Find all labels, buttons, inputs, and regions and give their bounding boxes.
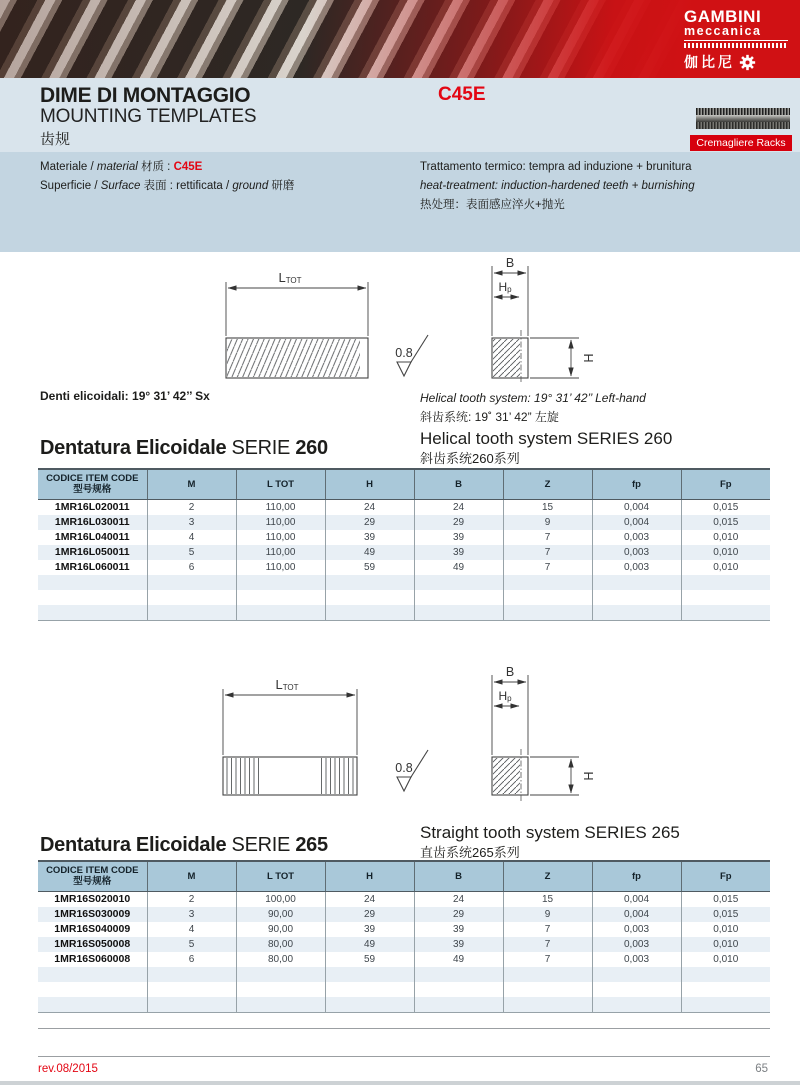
value-cell: 110,00 bbox=[236, 560, 325, 575]
value-cell: 2 bbox=[147, 499, 236, 515]
brand-logo bbox=[684, 8, 788, 72]
column-header: fp bbox=[592, 469, 681, 499]
rack-product-image bbox=[696, 108, 790, 129]
value-cell: 59 bbox=[325, 952, 414, 967]
page-number: 65 bbox=[755, 1063, 768, 1075]
rack-teeth-top bbox=[696, 108, 790, 115]
value-cell: 29 bbox=[325, 515, 414, 530]
column-header: B bbox=[414, 861, 503, 891]
page-bottom-edge bbox=[0, 1081, 800, 1085]
value-cell: 39 bbox=[325, 922, 414, 937]
section-title-265-english: Straight tooth system SERIES 265 bbox=[420, 823, 680, 842]
value-cell: 6 bbox=[147, 952, 236, 967]
empty-row bbox=[38, 590, 770, 605]
dim-label-hp: Hp bbox=[498, 280, 512, 294]
value-cell: 0,003 bbox=[592, 530, 681, 545]
tooth-note-italian: Denti elicoidali: 19° 31’ 42’’ Sx bbox=[40, 389, 210, 403]
drawing-series-260 bbox=[0, 252, 800, 397]
value-cell: 24 bbox=[414, 499, 503, 515]
dim-label-b: B bbox=[505, 665, 515, 679]
value-cell: 24 bbox=[325, 499, 414, 515]
banner-photo bbox=[0, 0, 800, 78]
value-cell: 0,003 bbox=[592, 545, 681, 560]
value-cell: 15 bbox=[503, 499, 592, 515]
item-code-cell: 1MR16S020010 bbox=[54, 892, 131, 905]
column-header: H bbox=[325, 469, 414, 499]
surface-line: Superficie / Surface 表面 : rettificata / ground 研磨 bbox=[40, 180, 295, 192]
value-cell: 80,00 bbox=[236, 937, 325, 952]
item-code-cell: 1MR16L040011 bbox=[54, 530, 130, 543]
value-cell: 7 bbox=[503, 937, 592, 952]
value-cell: 0,003 bbox=[592, 922, 681, 937]
page-title-italian: DIME DI MONTAGGIO bbox=[40, 84, 251, 107]
value-cell: 0,003 bbox=[592, 560, 681, 575]
value-cell: 39 bbox=[414, 530, 503, 545]
table-row bbox=[38, 907, 770, 922]
item-code-cell: 1MR16L050011 bbox=[54, 545, 130, 558]
column-header: Fp bbox=[681, 469, 770, 499]
rack-teeth-icon bbox=[684, 43, 788, 48]
column-header: Z bbox=[503, 861, 592, 891]
value-cell: 0,004 bbox=[592, 907, 681, 922]
rack-bar bbox=[696, 115, 790, 122]
specs-left-column bbox=[40, 158, 294, 196]
value-cell: 39 bbox=[414, 937, 503, 952]
dim-label-ltot: LTOT bbox=[278, 270, 302, 285]
roughness-icon bbox=[397, 777, 411, 791]
brand-name: GAMBINI bbox=[684, 7, 762, 26]
column-header: fp bbox=[592, 861, 681, 891]
section-title-260-italian: Dentatura Elicoidale SERIE 260 bbox=[40, 437, 328, 459]
value-cell: 24 bbox=[325, 891, 414, 907]
value-cell: 90,00 bbox=[236, 922, 325, 937]
dim-label-h: H bbox=[581, 771, 595, 781]
value-cell: 0,004 bbox=[592, 891, 681, 907]
revision-label: rev.08/2015 bbox=[38, 1063, 98, 1075]
value-cell: 29 bbox=[325, 907, 414, 922]
item-code-cell: 1MR16S030009 bbox=[54, 907, 131, 920]
value-cell: 0,004 bbox=[592, 515, 681, 530]
value-cell: 39 bbox=[325, 530, 414, 545]
column-header: L TOT bbox=[236, 861, 325, 891]
column-header: B bbox=[414, 469, 503, 499]
table-row bbox=[38, 499, 770, 515]
value-cell: 0,015 bbox=[681, 907, 770, 922]
drawing-series-265 bbox=[0, 655, 800, 825]
section-title-265-chinese: 直齿系统265系列 bbox=[420, 845, 520, 860]
empty-row bbox=[38, 575, 770, 590]
value-cell: 7 bbox=[503, 530, 592, 545]
section-title-260-chinese: 斜齿系统260系列 bbox=[420, 451, 520, 466]
brand-subname: meccanica bbox=[684, 25, 788, 41]
treatment-line-en: heat-treatment: induction-hardened teeth + burnishing bbox=[420, 180, 695, 192]
page-title-chinese: 齿规 bbox=[40, 131, 71, 148]
empty-row bbox=[38, 997, 770, 1013]
column-header: M bbox=[147, 469, 236, 499]
table-row bbox=[38, 545, 770, 560]
value-cell: 39 bbox=[414, 922, 503, 937]
value-cell: 0,010 bbox=[681, 922, 770, 937]
tooth-note-chinese: 斜齿系统: 19˚ 31’ 42” 左旋 bbox=[420, 410, 559, 424]
series-260-table bbox=[38, 468, 770, 621]
section-title-265-italian: Dentatura Elicoidale SERIE 265 bbox=[40, 834, 328, 856]
value-cell: 0,010 bbox=[681, 937, 770, 952]
page-title-english: MOUNTING TEMPLATES bbox=[40, 106, 257, 127]
dim-label-ltot: LTOT bbox=[275, 677, 299, 692]
category-badge: Cremagliere Racks bbox=[690, 135, 792, 151]
value-cell: 90,00 bbox=[236, 907, 325, 922]
roughness-icon bbox=[397, 362, 411, 376]
value-cell: 49 bbox=[414, 560, 503, 575]
value-cell: 4 bbox=[147, 530, 236, 545]
footer-rule-bottom bbox=[38, 1056, 770, 1057]
tooth-note-english: Helical tooth system: 19° 31’ 42’’ Left-hand bbox=[420, 391, 646, 405]
value-cell: 6 bbox=[147, 560, 236, 575]
specs-right-column bbox=[420, 158, 695, 215]
value-cell: 0,003 bbox=[592, 937, 681, 952]
value-cell: 0,003 bbox=[592, 952, 681, 967]
value-cell: 110,00 bbox=[236, 545, 325, 560]
value-cell: 0,010 bbox=[681, 560, 770, 575]
column-header: CODICE ITEM CODE 型号规格 bbox=[38, 469, 147, 499]
value-cell: 15 bbox=[503, 891, 592, 907]
column-header: L TOT bbox=[236, 469, 325, 499]
material-code: C45E bbox=[438, 84, 486, 105]
table-row bbox=[38, 530, 770, 545]
section-title-260-english: Helical tooth system SERIES 260 bbox=[420, 429, 673, 448]
value-cell: 7 bbox=[503, 560, 592, 575]
column-header: M bbox=[147, 861, 236, 891]
roughness-value: 0.8 bbox=[395, 761, 413, 775]
table-row bbox=[38, 891, 770, 907]
item-code-cell: 1MR16S040009 bbox=[54, 922, 131, 935]
value-cell: 9 bbox=[503, 907, 592, 922]
value-cell: 3 bbox=[147, 515, 236, 530]
value-cell: 5 bbox=[147, 937, 236, 952]
value-cell: 24 bbox=[414, 891, 503, 907]
column-header: H bbox=[325, 861, 414, 891]
value-cell: 0,010 bbox=[681, 545, 770, 560]
value-cell: 9 bbox=[503, 515, 592, 530]
brand-cjk: 伽比尼 bbox=[684, 54, 735, 70]
value-cell: 0,015 bbox=[681, 891, 770, 907]
dim-label-h: H bbox=[581, 353, 595, 363]
value-cell: 29 bbox=[414, 907, 503, 922]
value-cell: 39 bbox=[414, 545, 503, 560]
empty-row bbox=[38, 967, 770, 982]
value-cell: 7 bbox=[503, 922, 592, 937]
dim-label-hp: Hp bbox=[498, 689, 512, 703]
item-code-cell: 1MR16L060011 bbox=[54, 560, 130, 573]
value-cell: 5 bbox=[147, 545, 236, 560]
value-cell: 49 bbox=[325, 937, 414, 952]
table-row bbox=[38, 922, 770, 937]
treatment-line-cn: 热处理：表面感应淬火+抛光 bbox=[420, 199, 565, 211]
value-cell: 7 bbox=[503, 545, 592, 560]
material-line: Materiale / material 材质 : C45E bbox=[40, 161, 203, 173]
column-header: Z bbox=[503, 469, 592, 499]
rack-teeth-bottom bbox=[696, 122, 790, 129]
dim-label-b: B bbox=[505, 256, 515, 270]
item-code-cell: 1MR16S060008 bbox=[54, 952, 131, 965]
value-cell: 3 bbox=[147, 907, 236, 922]
value-cell: 59 bbox=[325, 560, 414, 575]
material-value: C45E bbox=[173, 161, 203, 173]
value-cell: 7 bbox=[503, 952, 592, 967]
table-row bbox=[38, 937, 770, 952]
value-cell: 0,004 bbox=[592, 499, 681, 515]
value-cell: 0,010 bbox=[681, 530, 770, 545]
value-cell: 4 bbox=[147, 922, 236, 937]
table-row bbox=[38, 560, 770, 575]
table-row bbox=[38, 515, 770, 530]
empty-row bbox=[38, 982, 770, 997]
column-header: CODICE ITEM CODE 型号规格 bbox=[38, 861, 147, 891]
value-cell: 0,015 bbox=[681, 515, 770, 530]
value-cell: 0,015 bbox=[681, 499, 770, 515]
item-code-cell: 1MR16L020011 bbox=[54, 500, 130, 513]
value-cell: 100,00 bbox=[236, 891, 325, 907]
footer-rule-top bbox=[38, 1028, 770, 1029]
value-cell: 49 bbox=[414, 952, 503, 967]
series-265-table bbox=[38, 860, 770, 1013]
table-row bbox=[38, 952, 770, 967]
item-code-cell: 1MR16L030011 bbox=[54, 515, 130, 528]
roughness-value: 0.8 bbox=[395, 346, 413, 360]
value-cell: 80,00 bbox=[236, 952, 325, 967]
value-cell: 110,00 bbox=[236, 530, 325, 545]
treatment-line-it: Trattamento termico: tempra ad induzione + brunitura bbox=[420, 161, 692, 173]
value-cell: 2 bbox=[147, 891, 236, 907]
value-cell: 29 bbox=[414, 515, 503, 530]
value-cell: 0,010 bbox=[681, 952, 770, 967]
value-cell: 110,00 bbox=[236, 499, 325, 515]
value-cell: 110,00 bbox=[236, 515, 325, 530]
item-code-cell: 1MR16S050008 bbox=[54, 937, 131, 950]
value-cell: 49 bbox=[325, 545, 414, 560]
gear-icon bbox=[739, 54, 756, 71]
empty-row bbox=[38, 605, 770, 621]
column-header: Fp bbox=[681, 861, 770, 891]
